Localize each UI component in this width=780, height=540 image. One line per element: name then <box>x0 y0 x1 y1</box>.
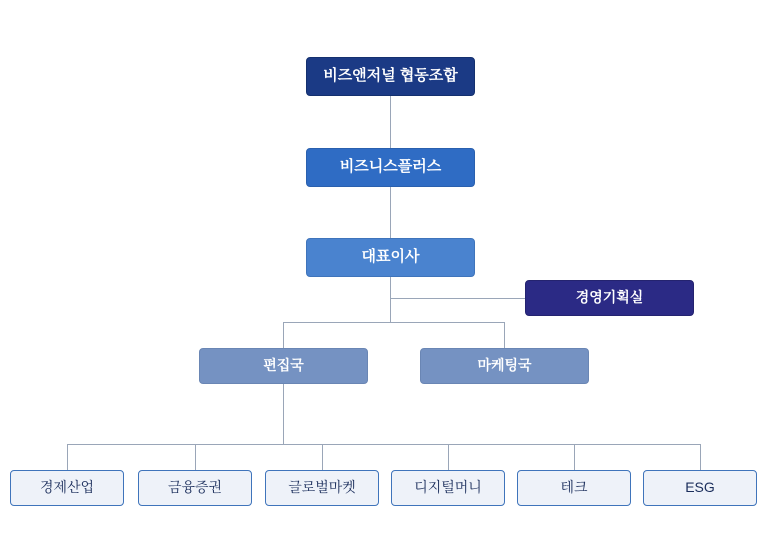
org-node-marketing[interactable] <box>420 348 589 384</box>
connector-team5-drop <box>574 444 575 470</box>
org-node-team6[interactable] <box>643 470 757 506</box>
connector-dept-bus-h <box>283 322 505 323</box>
org-node-editorial[interactable] <box>199 348 368 384</box>
connector-biz-to-ceo <box>390 187 391 238</box>
connector-editorial-drop <box>283 322 284 348</box>
connector-ceo-down-stub <box>390 277 391 298</box>
org-node-label: 경영기획실 <box>575 289 644 306</box>
org-node-label: 글로벌마켓 <box>288 479 356 496</box>
connector-team4-drop <box>448 444 449 470</box>
org-node-label: ESG <box>685 479 715 496</box>
org-node-label: 마케팅국 <box>477 357 532 374</box>
org-node-label: 비즈앤저널 협동조합 <box>323 67 458 85</box>
org-node-team5[interactable] <box>517 470 631 506</box>
connector-team-bus-h <box>67 444 700 445</box>
org-node-label: 디지털머니 <box>414 479 482 496</box>
connector-org-to-biz <box>390 96 391 148</box>
connector-team6-drop <box>700 444 701 470</box>
org-node-label: 편집국 <box>263 357 304 374</box>
org-node-label: 경제산업 <box>39 479 95 496</box>
org-node-team4[interactable] <box>391 470 505 506</box>
org-node-biz[interactable] <box>306 148 475 187</box>
connector-marketing-drop <box>504 322 505 348</box>
org-node-org[interactable] <box>306 57 475 96</box>
connector-editorial-down-stub <box>283 384 284 444</box>
connector-team3-drop <box>322 444 323 470</box>
org-node-ceo[interactable] <box>306 238 475 277</box>
org-node-label: 테크 <box>560 479 588 496</box>
org-node-team2[interactable] <box>138 470 252 506</box>
org-node-team1[interactable] <box>10 470 124 506</box>
connector-ceo-to-planning-h <box>390 298 525 299</box>
org-node-label: 대표이사 <box>361 248 420 266</box>
org-node-label: 비즈니스플러스 <box>339 158 442 176</box>
connector-team2-drop <box>195 444 196 470</box>
connector-ceo-to-depts-v <box>390 298 391 322</box>
org-node-label: 금융증권 <box>167 479 223 496</box>
connector-team1-drop <box>67 444 68 470</box>
org-node-team3[interactable] <box>265 470 379 506</box>
org-node-planning[interactable] <box>525 280 694 316</box>
